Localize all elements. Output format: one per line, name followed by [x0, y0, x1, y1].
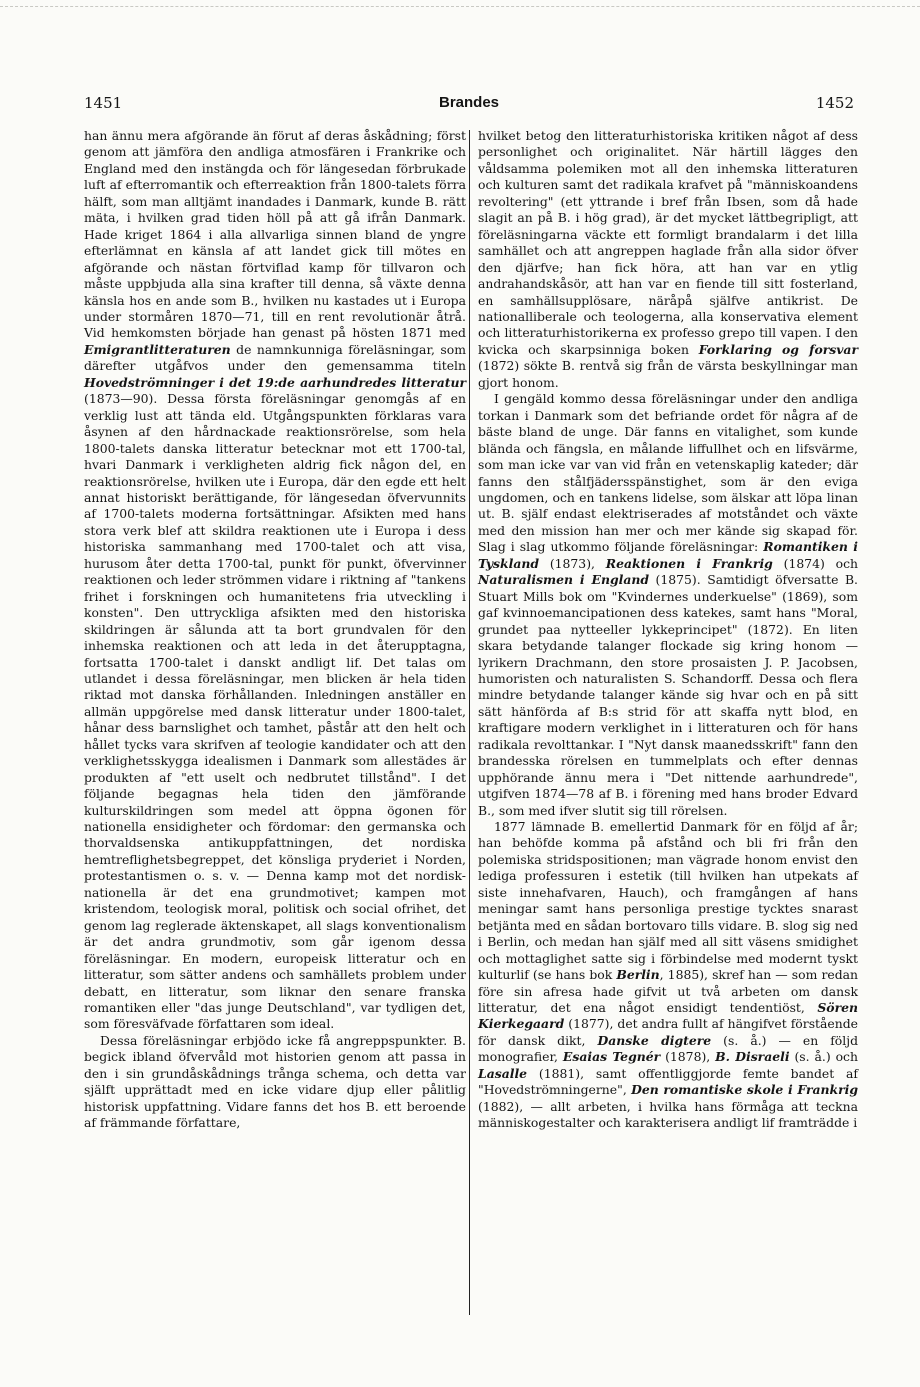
book-title: Danske digtere — [597, 1032, 712, 1048]
right-column — [478, 128, 858, 1132]
book-title: Forklaring og forsvar — [698, 341, 858, 357]
paragraph: Dessa föreläsningar erbjödo icke få angreppspunkter. B. begick ibland öfvervåld mot historien genom att passa in den i sin grundåskådnings trånga schema, och detta var själft upprättadt med en icke vidare djup eller pålitlig historisk uppfattning. Vidare fanns det hos B. ett beroende af främmande författare, — [84, 1032, 466, 1131]
paragraph: I gengäld kommo dessa föreläsningar under den andliga torkan i Danmark som det befriande ordet för några af de bäste bland de unge. Där fanns en vitalighet, som kunde blända och fängsla, en målande liffullhet och en lifsvärme, som man icke var van vid från en vetenskaplig kateder; där fanns den stålfjädersspänstighet, som är den eviga ungdomen, och en tankens lidelse, som älskar att löpa linan ut. B. själf endast elektriserades af motståndet och växte med den mission han mer och mer kände sig skapad för. Slag i slag utkommo följande föreläsningar: Romantiken i Tyskland (1873), Reaktionen i Frankrig (1874) och Naturalismen i England (1875). Samtidigt öfversatte B. Stuart Mills bok om "Kvindernes underkuelse" (1869), som gaf kvinnoemancipationen dess katekes, samt hans "Moral, grundet paa nytteeller lykkeprincipet" (1872). En liten skara betydande talanger flockade sig kring honom — lyrikern Drachmann, den store prosaisten J. P. Jacobsen, humoristen och naturalisten S. Schandorff. Dessa och flera mindre betydande talanger kände sig hvar och en på sitt sätt hänförda af B:s strid för att skaffa nytt blod, en kraftigare modern verklighet in i litteraturen och för hans radikala revolttankar. I "Nyt dansk maanedsskrift" fann den brandesska rörelsen en tummelplats och efter dennas upphörande ännu mera i "Det nittende aarhundrede", utgifven 1874—78 af B. i förening med hans broder Edvard B., som med ifver slutit sig till rörelsen. — [478, 391, 858, 818]
left-page-number: 1451 — [84, 94, 123, 112]
page-header — [84, 94, 854, 118]
book-title: B. Disraeli — [715, 1049, 790, 1065]
left-column — [84, 128, 466, 1132]
book-title: Reaktionen i Frankrig — [605, 555, 773, 571]
book-title: Berlin — [616, 967, 660, 983]
paragraph: 1877 lämnade B. emellertid Danmark för en följd af år; han behöfde komma på afstånd och bli fri från den polemiska stridspositionen; man vägrade honom envist den lediga professuren i estetik (till hvilken han utpekats af siste innehafvaren, Hauch), och framgången af hans meningar samt hans personliga prestige tycktes snarast betjänta med en sådan bortovaro tills vidare. B. slog sig ned i Berlin, och medan han själf med all sitt väsens smidighet och mottaglighet satte sig i förbindelse med modernt tyskt kulturlif (se hans bok Berlin, 1885), skref han — som redan före sin afresa hade gifvit ut två arbeten om dansk litteratur, det ena något ensidigt tendentiöst, Sören Kierkegaard (1877), det andra fullt af hängifvet förstående för dansk dikt, Danske digtere (s. å.) — en följd monografier, Esaias Tegnér (1878), B. Disraeli (s. å.) och Lasalle (1881), samt offentliggjorde femte bandet af "Hovedströmningerne", Den romantiske skole i Frankrig (1882), — allt arbeten, i hvilka hans förmåga att teckna människogestalter och karakterisera andligt lif framträdde i — [478, 819, 859, 1131]
book-title: Naturalismen i England — [478, 572, 650, 588]
running-title: Brandes — [438, 94, 500, 111]
book-title: Romantiken i Tyskland — [478, 539, 858, 571]
book-title: Sören Kierkegaard — [478, 1000, 858, 1032]
paragraph: hvilket betog den litteraturhistoriska kritiken något af dess personlighet och originalitet. När härtill lägges den våldsamma polemiken mot all den inhemska litteraturen och kulturen samt det radikala krafvet på "människoandens revoltering" (ett yttrande i bref från Ibsen, som då hade slagit an på B. i hög grad), är det mycket lättbegripligt, att föreläsningarna väckte ett formligt brandalarm i det lilla samhället och att angreppen haglade från alla sidor öfver den djärfve; han fick höra, att han var en ytlig andrahandskåsör, att han var en fiende till sitt fosterland, en samhällsupplösare, näråpå själfve antikrist. De nationalliberale och teologerna, alla konservativa element och litteraturhistorikerna ex professo grepo till vapen. I den kvicka och skarpsinniga boken Forklaring og forsvar (1872) sökte B. rentvå sig från de värsta beskyllningar man gjort honom. — [478, 128, 858, 390]
book-title: Den romantiske skole i Frankrig — [631, 1082, 858, 1098]
book-title: Hovedströmninger i det 19:de aarhundredes litteratur — [84, 374, 466, 390]
book-title: Lasalle — [478, 1065, 528, 1081]
column-divider — [469, 130, 470, 1315]
scan-edge-rule — [0, 6, 920, 7]
book-title: Emigrantlitteraturen — [84, 341, 231, 357]
paragraph: han ännu mera afgörande än förut af deras åskådning; först genom att jämföra den andliga atmosfären i Frankrike och England med den instängda och för längesedan förbrukade luft af efterromantik och efterreaktion från 1800-talets förra hälft, som man alltjämt inandades i Danmark, kunde B. rätt mäta, i hvilken grad tiden höll på att gå ifrån Danmark. Hade kriget 1864 i alla allvarliga sinnen bland de yngre efterlämnat en känsla af att landet gick till mötes en afgörande och nästan förtviflad kamp för tillvaron och måste uppbjuda alla sina krafter till denna, så växte denna känsla hos en ande som B., hvilken nu kastades ut i Europa under stormåren 1870—71, till en rent revolutionär åtrå. Vid hemkomsten började han genast på hösten 1871 med Emigrantlitteraturen de namnkunniga föreläsningar, som därefter utgåfvos under den gemensamma titeln Hovedströmninger i det 19:de aarhundredes litteratur (1873—90). Dessa första föreläsningar genomgås af en verklig lust att tända eld. Utgångspunkten förklaras vara åsynen af den hårdnackade reaktionsrörelse, som hela 1800-talets danska litteratur betecknar mot ett 1700-tal, hvari Danmark i verkligheten aldrig fick någon del, en reaktionsrörelse, hvilken ute i Europa, där den egde ett helt annat historiskt berättigande, för längesedan öfvervunnits af 1700-talets moderna fortsättningar. Afsikten med hans stora verk blef att skildra reaktionen ute i Europa i dess historiska sammanhang med 1700-talet och att visa, hurusom åter detta 1700-tal, punkt för punkt, öfvervinner reaktionen och leder strömmen vidare i riktning af "tankens frihet i forskningen och humanitetens fria utveckling i konsten". Den uttryckliga afsikten med den historiska skildringen är sålunda att ta bort grundvalen för den inhemska reaktionen och att leda in det återupptagna, fortsatta 1700-talet i danskt andligt lif. Det talas om utlandet i dessa föreläsningar, men blicken är hela tiden riktad mot danska förhållanden. Inledningen anställer en allmän uppgörelse med dansk litteratur under 1800-talet, hånar dess barnslighet och tamhet, påstår att den helt och hållet tycks vara skrifven af teologie kandidater och att den verklighetsskygga idealismen i Danmark som allestädes är produkten af "ett uselt och nedbrutet tillstånd". I det följande begagnas hela tiden den jämförande kulturskildringen som medel att öppna ögonen för nationella ensidigheter och fördomar: den germanska och thorvaldsenska antikuppfattningen, det nordiska hemtreflighetsbegreppet, det könsliga pryderiet i Norden, protestantismen o. s. v. — Denna kamp mot det nordisk-nationella är det ena grundmotivet; kampen mot kristendom, teologisk moral, politisk och social ofrihet, det genom lag reglerade äktenskapet, all slags konventionalism är det andra grundmotiv, som går igenom dessa föreläsningar. En modern, europeisk litteratur och en litteratur, som sätter andens och samhällets problem under debatt, en litteratur, som liknar den senare franska romantiken eller "das junge Deutschland", var tydligen det, som föresväfvade författaren som ideal. — [84, 128, 466, 1032]
book-title: Esaias Tegnér — [562, 1049, 661, 1065]
right-page-number: 1452 — [815, 94, 854, 112]
